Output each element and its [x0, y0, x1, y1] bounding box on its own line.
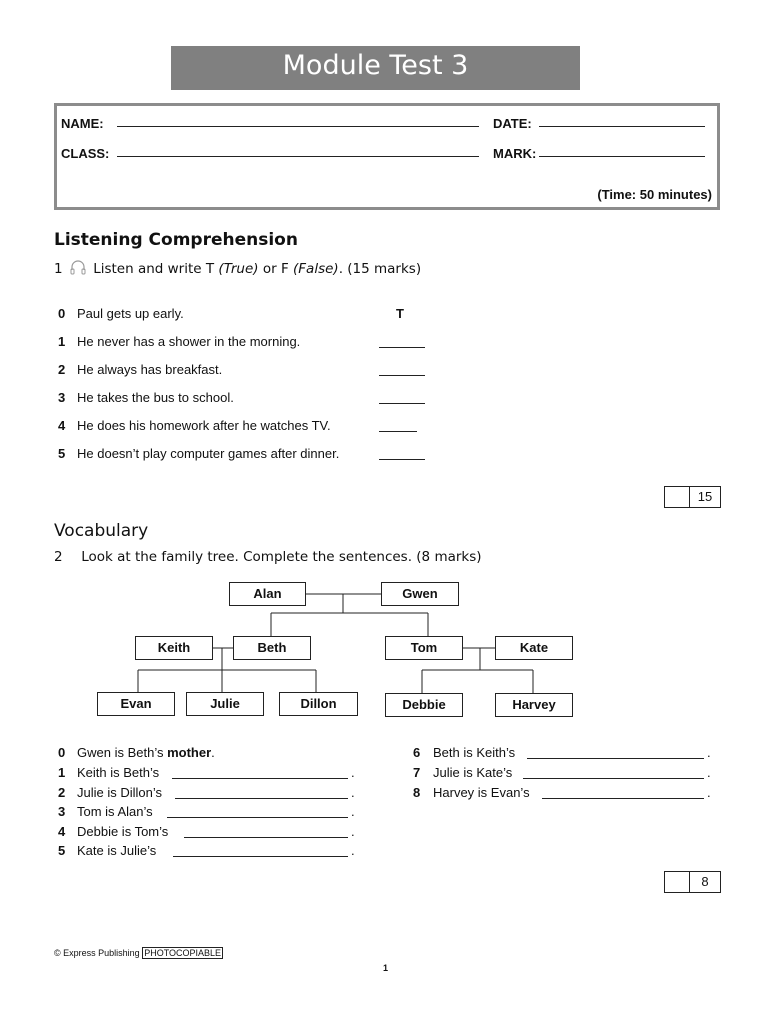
class-label: CLASS: [61, 146, 110, 161]
item-text: He doesn’t play computer games after dinner. [77, 446, 340, 461]
item-number: 3 [58, 804, 66, 819]
item-text: He always has breakfast. [77, 362, 223, 377]
item-end: . [351, 765, 355, 780]
copyright: © Express Publishing [54, 948, 140, 958]
tree-node-dillon: Dillon [279, 692, 358, 716]
tree-node-tom: Tom [385, 636, 463, 660]
time-note: (Time: 50 minutes) [597, 187, 712, 202]
tree-node-kate: Kate [495, 636, 573, 660]
instruction-text: Listen and write T [93, 261, 219, 277]
item-number: 1 [58, 334, 66, 349]
item-number: 3 [58, 390, 66, 405]
tree-node-julie: Julie [186, 692, 264, 716]
tree-node-keith: Keith [135, 636, 213, 660]
item-number: 6 [413, 745, 421, 760]
item-end: . [707, 745, 711, 760]
tree-node-evan: Evan [97, 692, 175, 716]
footer [54, 948, 223, 958]
item-end: . [351, 824, 355, 839]
exercise-number: 1 [54, 261, 63, 277]
item-number: 5 [58, 843, 66, 858]
page-title: Module Test 3 [171, 46, 580, 90]
item-number: 5 [58, 446, 66, 461]
item-text: Julie is Kate’s [433, 765, 513, 780]
answer-blank[interactable] [184, 837, 348, 838]
item-text: Tom is Alan’s [77, 804, 153, 819]
answer-blank[interactable] [172, 778, 348, 779]
answer-blank[interactable] [542, 798, 704, 799]
item-end: . [351, 804, 355, 819]
answer-blank[interactable] [527, 758, 704, 759]
answer-blank[interactable] [175, 798, 348, 799]
example-answer: T [396, 306, 404, 321]
answer-blank[interactable] [173, 856, 348, 857]
tree-node-debbie: Debbie [385, 693, 463, 717]
item-text: Harvey is Evan’s [433, 785, 530, 800]
vocabulary-score-box [664, 871, 721, 893]
example-end: . [211, 745, 215, 760]
date-label: DATE: [493, 116, 532, 131]
tree-node-alan: Alan [229, 582, 306, 606]
answer-blank[interactable] [523, 778, 704, 779]
listening-heading: Listening Comprehension [54, 230, 298, 250]
item-end: . [707, 785, 711, 800]
vocabulary-heading: Vocabulary [54, 521, 149, 541]
instruction-post: . (15 marks) [338, 261, 422, 277]
example-text: Gwen is Beth’s [77, 745, 168, 760]
false-word: (False) [293, 261, 339, 277]
answer-blank[interactable] [167, 817, 348, 818]
item-text: Kate is Julie’s [77, 843, 157, 858]
score-total: 8 [701, 874, 709, 889]
item-end: . [707, 765, 711, 780]
item-text: Julie is Dillon’s [77, 785, 163, 800]
item-number: 7 [413, 765, 421, 780]
item-text: He takes the bus to school. [77, 390, 234, 405]
item-end: . [351, 785, 355, 800]
photocopiable-badge: PHOTOCOPIABLE [144, 948, 222, 958]
tree-node-beth: Beth [233, 636, 311, 660]
item-text: He does his homework after he watches TV. [77, 418, 331, 433]
tree-node-harvey: Harvey [495, 693, 573, 717]
item-text: Beth is Keith’s [433, 745, 516, 760]
score-field[interactable] [665, 872, 690, 892]
name-label: NAME: [61, 116, 104, 131]
example-answer: mother [167, 745, 212, 760]
instruction-text: Look at the family tree. Complete the sentences. (8 marks) [81, 549, 482, 565]
item-number: 0 [58, 306, 66, 321]
item-text: He never has a shower in the morning. [77, 334, 301, 349]
item-number: 4 [58, 418, 66, 433]
item-number: 4 [58, 824, 66, 839]
item-number: 0 [58, 745, 66, 760]
score-total: 15 [697, 489, 713, 504]
item-number: 2 [58, 362, 66, 377]
page-number: 1 [383, 963, 389, 973]
exercise-number: 2 [54, 549, 63, 565]
true-word: (True) [218, 261, 259, 277]
item-text: Debbie is Tom’s [77, 824, 169, 839]
item-end: . [351, 843, 355, 858]
example-sentence [77, 745, 215, 760]
mark-label: MARK: [493, 146, 537, 161]
item-text: Keith is Beth’s [77, 765, 160, 780]
item-number: 2 [58, 785, 66, 800]
instruction-mid: or F [258, 261, 294, 277]
item-number: 8 [413, 785, 421, 800]
item-text: Paul gets up early. [77, 306, 184, 321]
item-number: 1 [58, 765, 66, 780]
tree-node-gwen: Gwen [381, 582, 459, 606]
